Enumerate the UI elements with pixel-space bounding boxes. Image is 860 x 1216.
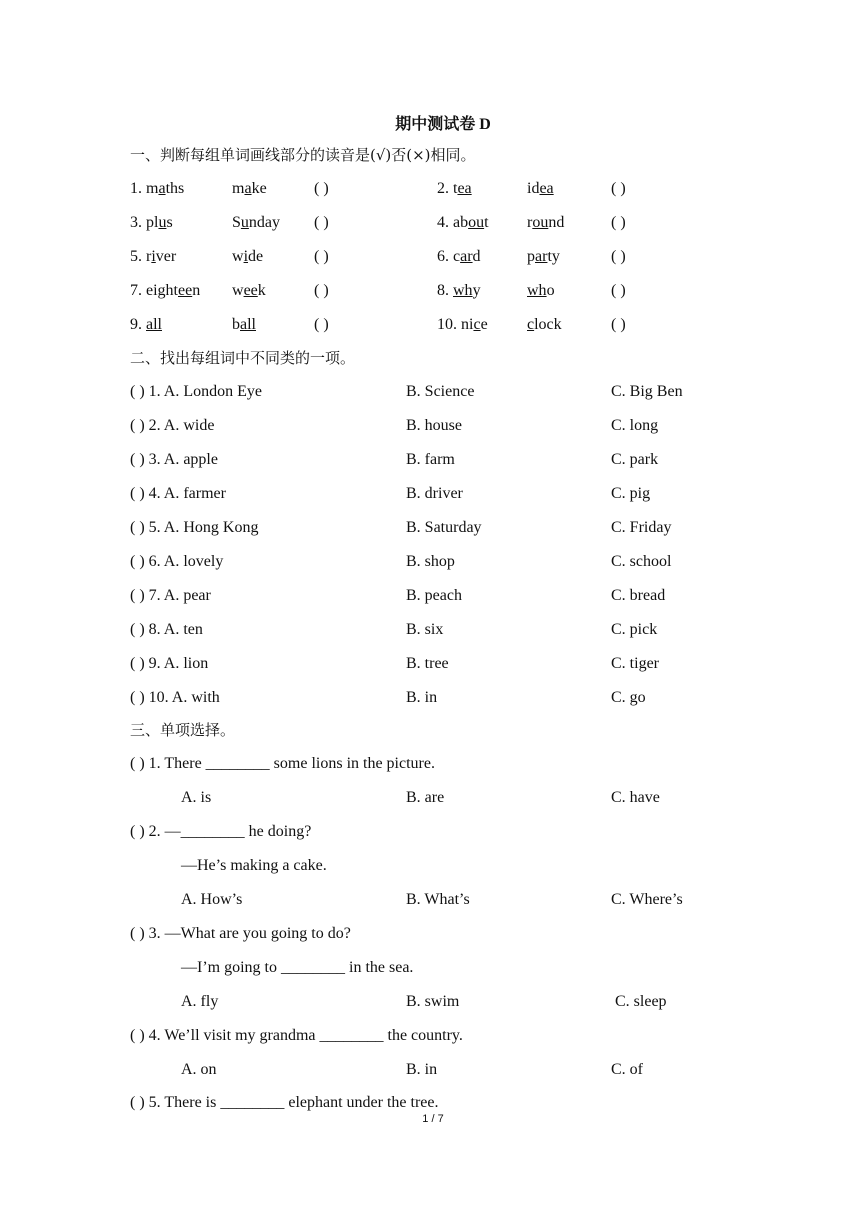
underlined-letters: ar [460,248,473,265]
word-part: nday [248,214,281,231]
word-one [130,213,173,233]
word-part: w [232,282,244,299]
option-b: B. driver [406,485,463,502]
item-number: 10. [437,316,461,333]
underlined-letters: ou [468,214,485,231]
section1-heading: 一、判断每组单词画线部分的读音是(√)否(×)相同。 [130,146,476,164]
question-with-option-a: ( ) 8. A. ten [130,621,203,638]
option-b: B. farm [406,451,455,468]
word-part: d [472,248,481,265]
underlined-letters: ea [457,180,472,197]
option-b: B. What’s [406,891,470,908]
word-two [527,213,564,233]
answer-blank[interactable]: ( ) [314,248,329,265]
word-one [437,315,488,335]
word-one [437,213,489,233]
underlined-letters: ou [532,214,549,231]
underlined-letters: all [146,316,162,333]
answer-blank[interactable]: ( ) [314,214,329,231]
option-b: B. peach [406,587,462,604]
underlined-letters: i [151,248,156,265]
option-b: B. Science [406,383,475,400]
word-part: pl [146,214,159,231]
option-c: C. park [611,451,659,468]
question-with-option-a: ( ) 1. A. London Eye [130,383,262,400]
answer-blank[interactable]: ( ) [314,180,329,197]
question-4: ( ) 4. We’ll visit my grandma ________ the country. [130,1027,463,1044]
word-one [437,179,472,199]
underlined-letters: all [240,316,256,333]
word-part: t [453,180,458,197]
answer-blank[interactable]: ( ) [314,316,329,333]
option-c: C. sleep [615,993,667,1010]
underlined-letters: u [240,214,249,231]
section3-heading: 三、单项选择。 [130,721,236,739]
underlined-letters: ar [535,248,548,265]
word-part: e [480,316,488,333]
word-part: ty [547,248,560,265]
option-c: C. pig [611,485,651,502]
question-with-option-a: ( ) 10. A. with [130,689,220,706]
word-part: nd [548,214,565,231]
option-a: A. fly [181,993,219,1010]
underlined-letters: c [527,316,535,333]
underlined-letters: a [244,180,252,197]
word-part: s [166,214,173,231]
word-one [130,179,184,199]
question-5: ( ) 5. There is ________ elephant under the tree. [130,1094,439,1111]
option-c: C. bread [611,587,666,604]
word-part: r [146,248,152,265]
option-b: B. six [406,621,444,638]
question-with-option-a: ( ) 9. A. lion [130,655,209,672]
option-c: C. have [611,789,660,806]
underlined-letters: wh [527,282,547,299]
option-a: A. on [181,1061,217,1078]
word-part: S [232,214,241,231]
question-with-option-a: ( ) 6. A. lovely [130,553,224,570]
section2-heading: 二、找出每组词中不同类的一项。 [130,349,356,367]
question-with-option-a: ( ) 2. A. wide [130,417,215,434]
item-number: 1. [130,180,146,197]
word-part: k [257,282,266,299]
option-c: C. go [611,689,646,706]
question-with-option-a: ( ) 5. A. Hong Kong [130,519,259,536]
word-part: r [527,214,533,231]
word-one [130,281,200,301]
word-part: m [146,180,159,197]
underlined-letters: i [243,248,249,265]
word-part: y [472,282,481,299]
option-c: C. Where’s [611,891,683,908]
answer-blank[interactable]: ( ) [611,180,626,197]
word-two [232,179,267,199]
underlined-letters: ee [243,282,258,299]
word-part: w [232,248,244,265]
underlined-letters: a [158,180,166,197]
word-part: ke [251,180,267,197]
option-b: B. in [406,689,438,706]
underlined-letters: u [158,214,167,231]
word-part: m [232,180,245,197]
question-3: ( ) 3. —What are you going to do? [130,925,351,942]
underlined-letters: ea [539,180,554,197]
question-with-option-a: ( ) 4. A. farmer [130,485,226,502]
underlined-letters: ee [178,282,193,299]
option-c: C. school [611,553,672,570]
word-two [527,179,554,199]
item-number: 4. [437,214,453,231]
question-2-dialog: —He’s making a cake. [181,857,327,874]
option-c: C. long [611,417,659,434]
word-two [527,247,560,267]
item-number: 3. [130,214,146,231]
word-two [527,281,555,301]
question-3-dialog: —I’m going to ________ in the sea. [181,959,414,976]
item-number: 8. [437,282,453,299]
option-b: B. Saturday [406,519,482,536]
option-c: C. Big Ben [611,383,683,400]
word-part: b [232,316,240,333]
word-two [232,247,263,267]
word-part: eight [146,282,178,299]
option-a: A. is [181,789,212,806]
word-part: n [192,282,201,299]
page-title: 期中测试卷 D [395,116,491,133]
option-a: A. How’s [181,891,243,908]
answer-blank[interactable]: ( ) [314,282,329,299]
underlined-letters: c [473,316,481,333]
option-b: B. house [406,417,462,434]
option-c: C. of [611,1061,643,1078]
question-with-option-a: ( ) 7. A. pear [130,587,211,604]
option-b: B. in [406,1061,438,1078]
answer-blank[interactable]: ( ) [611,214,626,231]
word-part: ab [453,214,469,231]
answer-blank[interactable]: ( ) [611,316,626,333]
answer-blank[interactable]: ( ) [611,282,626,299]
option-c: C. Friday [611,519,672,536]
option-c: C. tiger [611,655,659,672]
word-part: ths [165,180,185,197]
word-part: t [484,214,489,231]
word-part: ver [155,248,177,265]
item-number: 5. [130,248,146,265]
word-part: p [527,248,535,265]
item-number: 6. [437,248,453,265]
word-part: lock [534,316,562,333]
word-one [130,247,176,267]
word-two [232,281,266,301]
item-number: 7. [130,282,146,299]
word-one [130,315,162,335]
word-part: ni [461,316,474,333]
option-b: B. are [406,789,445,806]
word-part: de [248,248,264,265]
underlined-letters: wh [453,282,473,299]
option-c: C. pick [611,621,658,638]
option-b: B. tree [406,655,449,672]
word-part: o [546,282,555,299]
word-one [437,281,481,301]
question-with-option-a: ( ) 3. A. apple [130,451,218,468]
word-two [527,315,562,335]
word-one [437,247,481,267]
option-b: B. shop [406,553,455,570]
question-2: ( ) 2. —________ he doing? [130,823,312,840]
page-number: 1 / 7 [422,1113,444,1125]
item-number: 9. [130,316,146,333]
answer-blank[interactable]: ( ) [611,248,626,265]
word-part: id [527,180,540,197]
option-b: B. swim [406,993,460,1010]
word-two [232,315,256,335]
word-two [232,213,280,233]
item-number: 2. [437,180,453,197]
question-1: ( ) 1. There ________ some lions in the picture. [130,755,435,772]
word-part: c [453,248,461,265]
